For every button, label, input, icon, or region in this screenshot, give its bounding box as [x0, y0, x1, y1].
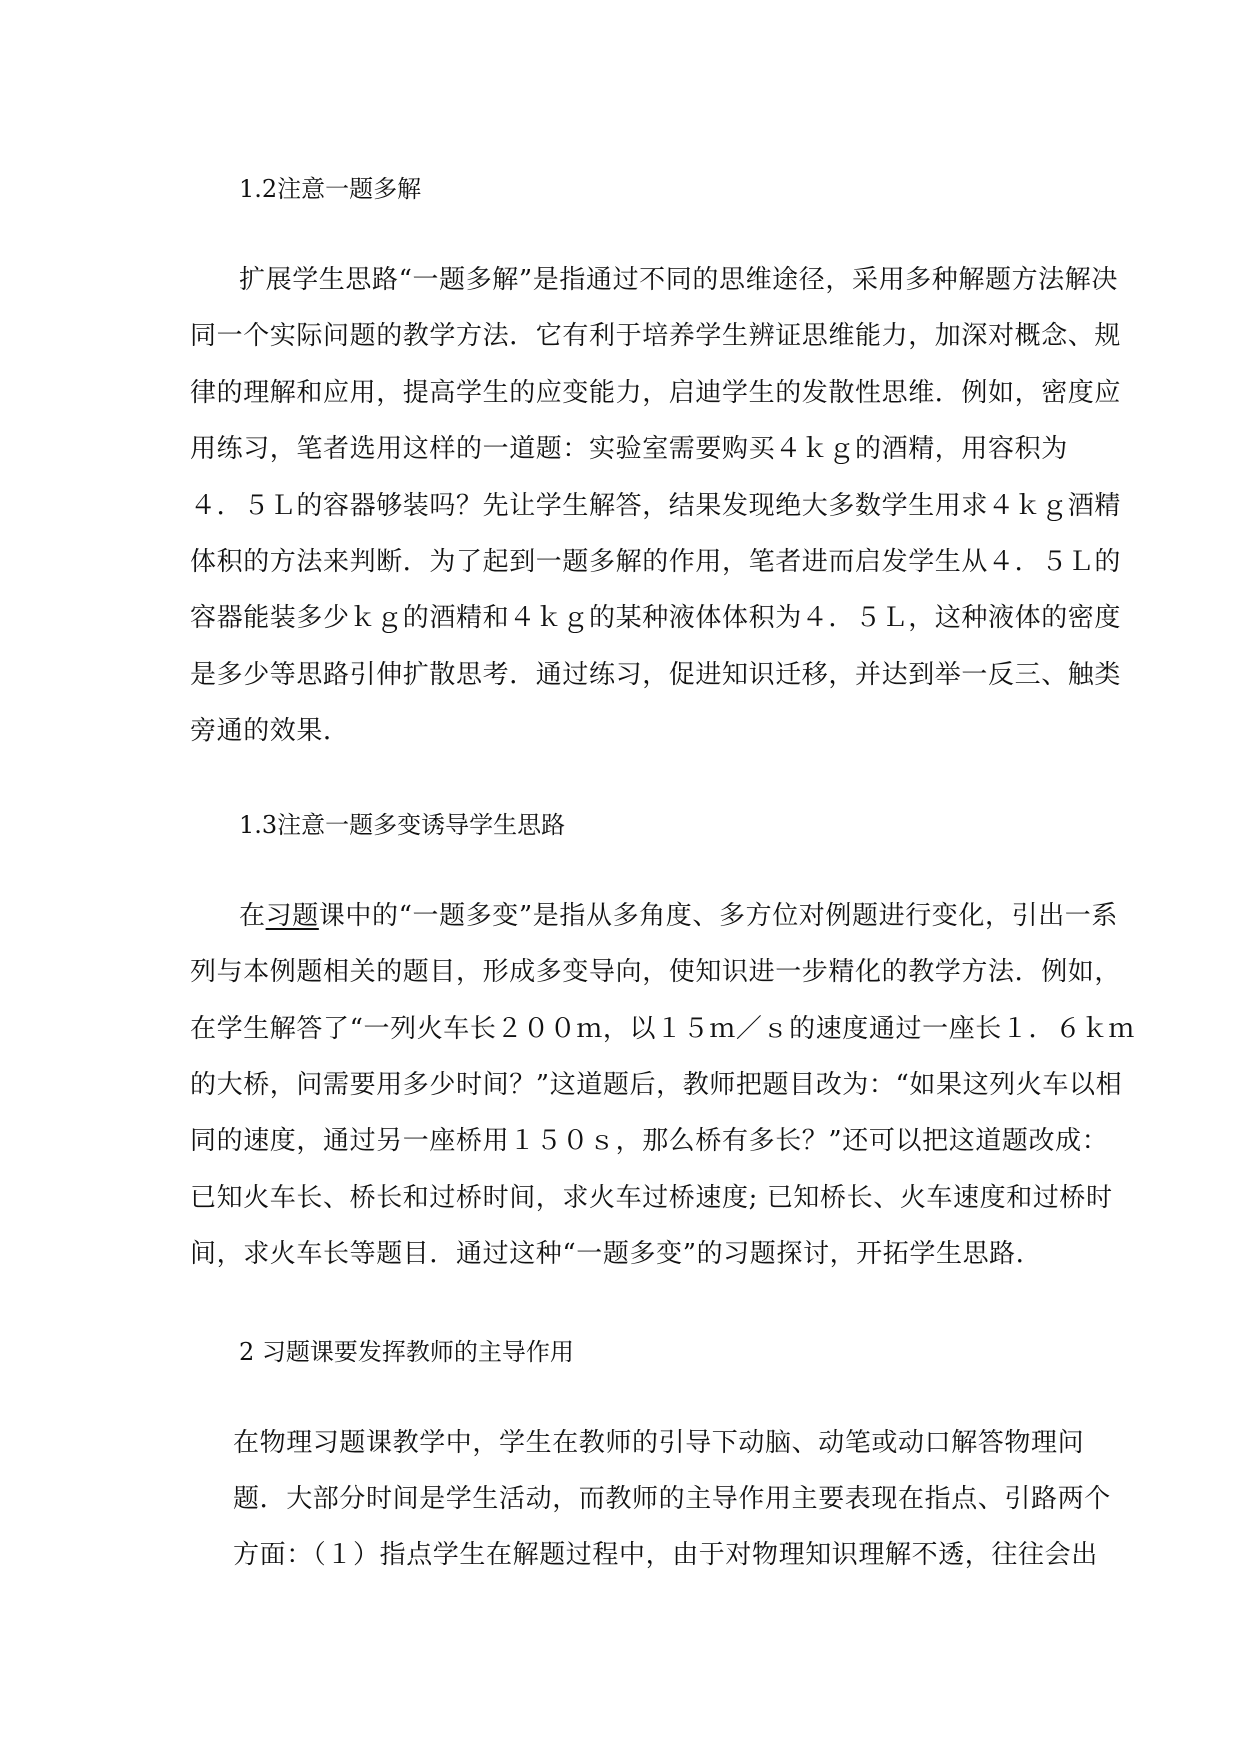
paragraph-text: 课中的“一题多变”是指从多角度、多方位对例题进行变化，引出一系: [318, 901, 1118, 931]
paragraph-line: 是多少等思路引伸扩散思考．通过练习，促进知识迁移，并达到举一反三、触类: [190, 660, 1122, 690]
paragraph-line: 方面：（１）指点学生在解题过程中，由于对物理知识理解不透，往往会出: [233, 1540, 1098, 1570]
paragraph-line: 旁通的效果．: [190, 716, 350, 746]
paragraph-line: 体积的方法来判断．为了起到一题多解的作用，笔者进而启发学生从４．５Ｌ的: [190, 547, 1122, 577]
paragraph-line: 容器能装多少ｋｇ的酒精和４ｋｇ的某种液体体积为４．５Ｌ，这种液体的密度: [190, 603, 1122, 633]
paragraph-line: 扩展学生思路“一题多解”是指通过不同的思维途径，采用多种解题方法解决: [239, 265, 1118, 295]
paragraph-line: 用练习，笔者选用这样的一道题：实验室需要购买４ｋｇ的酒精，用容积为: [190, 434, 1068, 464]
underlined-term: 习题: [265, 901, 319, 931]
section-1-3-heading: 1.3注意一题多变诱导学生思路: [239, 811, 566, 839]
paragraph-line: [239, 899, 1118, 933]
paragraph-line: 律的理解和应用，提高学生的应变能力，启迪学生的发散性思维．例如，密度应: [190, 378, 1122, 408]
paragraph-line: 已知火车长、桥长和过桥时间，求火车过桥速度; 已知桥长、火车速度和过桥时: [190, 1183, 1113, 1213]
section-1-2-heading: 1.2注意一题多解: [239, 175, 422, 203]
paragraph-line: ４．５Ｌ的容器够装吗？先让学生解答，结果发现绝大多数学生用求４ｋｇ酒精: [190, 491, 1122, 521]
paragraph-line: 同一个实际问题的教学方法．它有利于培养学生辨证思维能力，加深对概念、规: [190, 321, 1122, 351]
section-2-heading: 2 习题课要发挥教师的主导作用: [239, 1338, 574, 1366]
paragraph-line: 列与本例题相关的题目，形成多变导向，使知识进一步精化的教学方法．例如，: [190, 957, 1122, 987]
paragraph-line: 同的速度，通过另一座桥用１５０ｓ，那么桥有多长？”还可以把这道题改成：: [190, 1126, 1109, 1156]
paragraph-line: 在学生解答了“一列火车长２００ｍ，以１５ｍ／ｓ的速度通过一座长１．６ｋｍ: [190, 1014, 1135, 1044]
paragraph-line: 间，求火车长等题目．通过这种“一题多变”的习题探讨，开拓学生思路．: [190, 1239, 1043, 1269]
paragraph-line: 题．大部分时间是学生活动，而教师的主导作用主要表现在指点、引路两个: [233, 1484, 1111, 1514]
paragraph-line: 的大桥，问需要用多少时间？”这道题后，教师把题目改为：“如果这列火车以相: [190, 1070, 1123, 1100]
paragraph-text: 在: [239, 901, 266, 931]
paragraph-line: 在物理习题课教学中，学生在教师的引导下动脑、动笔或动口解答物理问: [233, 1428, 1085, 1458]
